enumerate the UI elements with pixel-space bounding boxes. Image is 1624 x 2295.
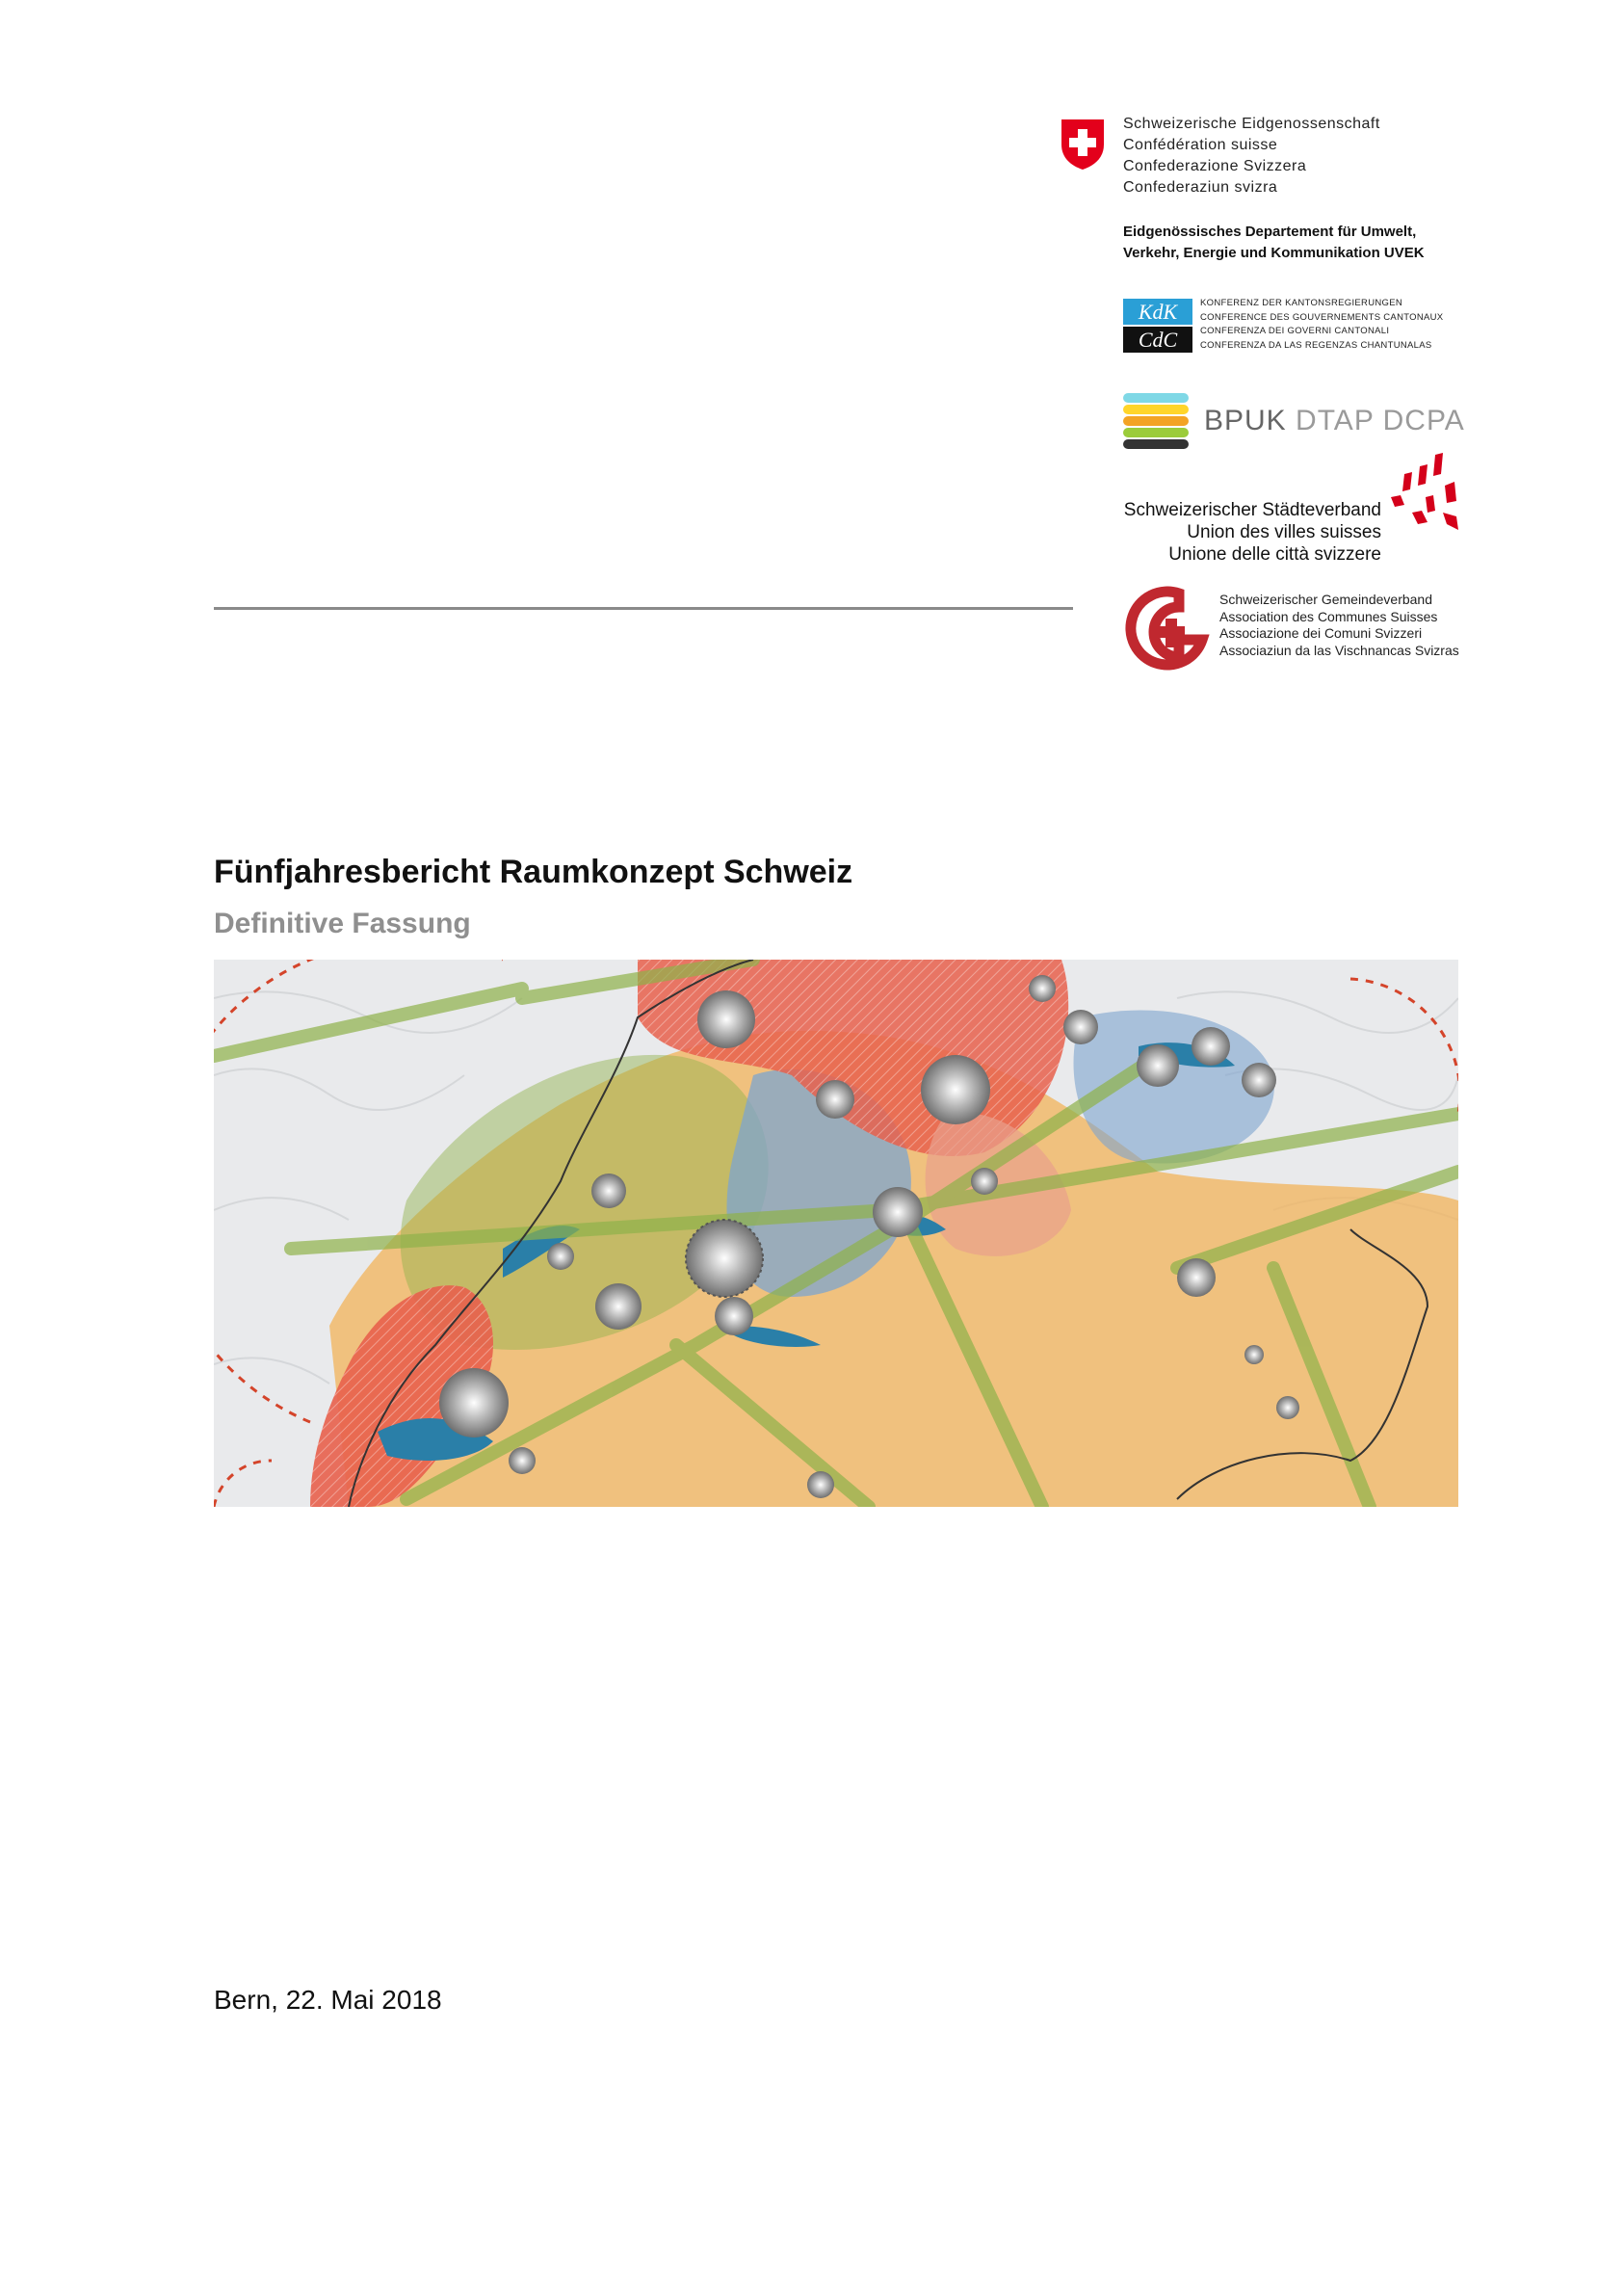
gemeindeverband-line-fr: Association des Communes Suisses: [1219, 608, 1438, 624]
kdk-line-it: CONFERENZA DEI GOVERNI CANTONALI: [1200, 326, 1390, 336]
kdk-names: [1200, 297, 1443, 353]
document-date: Bern, 22. Mai 2018: [214, 1985, 442, 2015]
bpuk-primary: BPUK: [1204, 405, 1287, 436]
spatial-concept-map: [214, 960, 1458, 1507]
gemeindeverband-line-de: Schweizerischer Gemeindeverband: [1219, 592, 1432, 607]
cover-map-image: [214, 960, 1458, 1507]
staedteverband-line-de: Schweizerischer Städteverband: [1123, 500, 1381, 520]
gemeindeverband-line-rm: Associaziun da las Vischnancas Svizras: [1219, 642, 1459, 658]
department-line-2: Verkehr, Energie und Kommunikation UVEK: [1123, 245, 1425, 261]
federation-name-rm: Confederaziun svizra: [1123, 179, 1278, 196]
gemeindeverband-logo-icon: [1123, 586, 1210, 673]
gemeindeverband-names: [1219, 592, 1459, 659]
document-title: Fünfjahresbericht Raumkonzept Schweiz: [214, 854, 853, 890]
department-name: [1123, 222, 1547, 264]
staedteverband-logo-block: [1117, 453, 1464, 568]
kdk-logo: [1123, 299, 1192, 353]
cdc-logo-text: CdC: [1138, 328, 1178, 352]
kdk-line-de: KONFERENZ DER KANTONSREGIERUNGEN: [1200, 298, 1403, 308]
staedteverband-line-fr: Union des villes suisses: [1187, 522, 1381, 542]
federation-name-de: Schweizerische Eidgenossenschaft: [1123, 116, 1380, 132]
header-divider: [214, 607, 1073, 610]
staedteverband-mark-icon: [1379, 453, 1460, 545]
bpuk-bars-icon: [1123, 391, 1191, 449]
staedteverband-names: [1124, 499, 1381, 566]
gemeindeverband-line-it: Associazione dei Comuni Svizzeri: [1219, 625, 1423, 641]
kdk-logo-text: KdK: [1138, 300, 1178, 324]
federation-names: [1123, 114, 1380, 198]
federation-name-it: Confederazione Svizzera: [1123, 158, 1307, 174]
kdk-line-rm: CONFERENZA DA LAS REGENZAS CHANTUNALAS: [1200, 339, 1432, 351]
staedteverband-line-it: Unione delle città svizzere: [1168, 544, 1381, 565]
kdk-logo-block: [1123, 297, 1547, 355]
kdk-line-fr: CONFERENCE DES GOUVERNEMENTS CANTONAUX: [1200, 311, 1444, 323]
document-subtitle: Definitive Fassung: [214, 908, 471, 939]
federal-identity: [1060, 114, 1503, 210]
department-line-1: Eidgenössisches Departement für Umwelt,: [1123, 224, 1417, 240]
bpuk-wordmark: [1204, 405, 1465, 437]
federation-name-fr: Confédération suisse: [1123, 137, 1278, 153]
gemeindeverband-logo-block: [1123, 586, 1547, 673]
swiss-shield-icon: [1060, 118, 1106, 171]
bpuk-logo-block: [1123, 391, 1547, 451]
bpuk-secondary: DTAP DCPA: [1296, 405, 1465, 436]
